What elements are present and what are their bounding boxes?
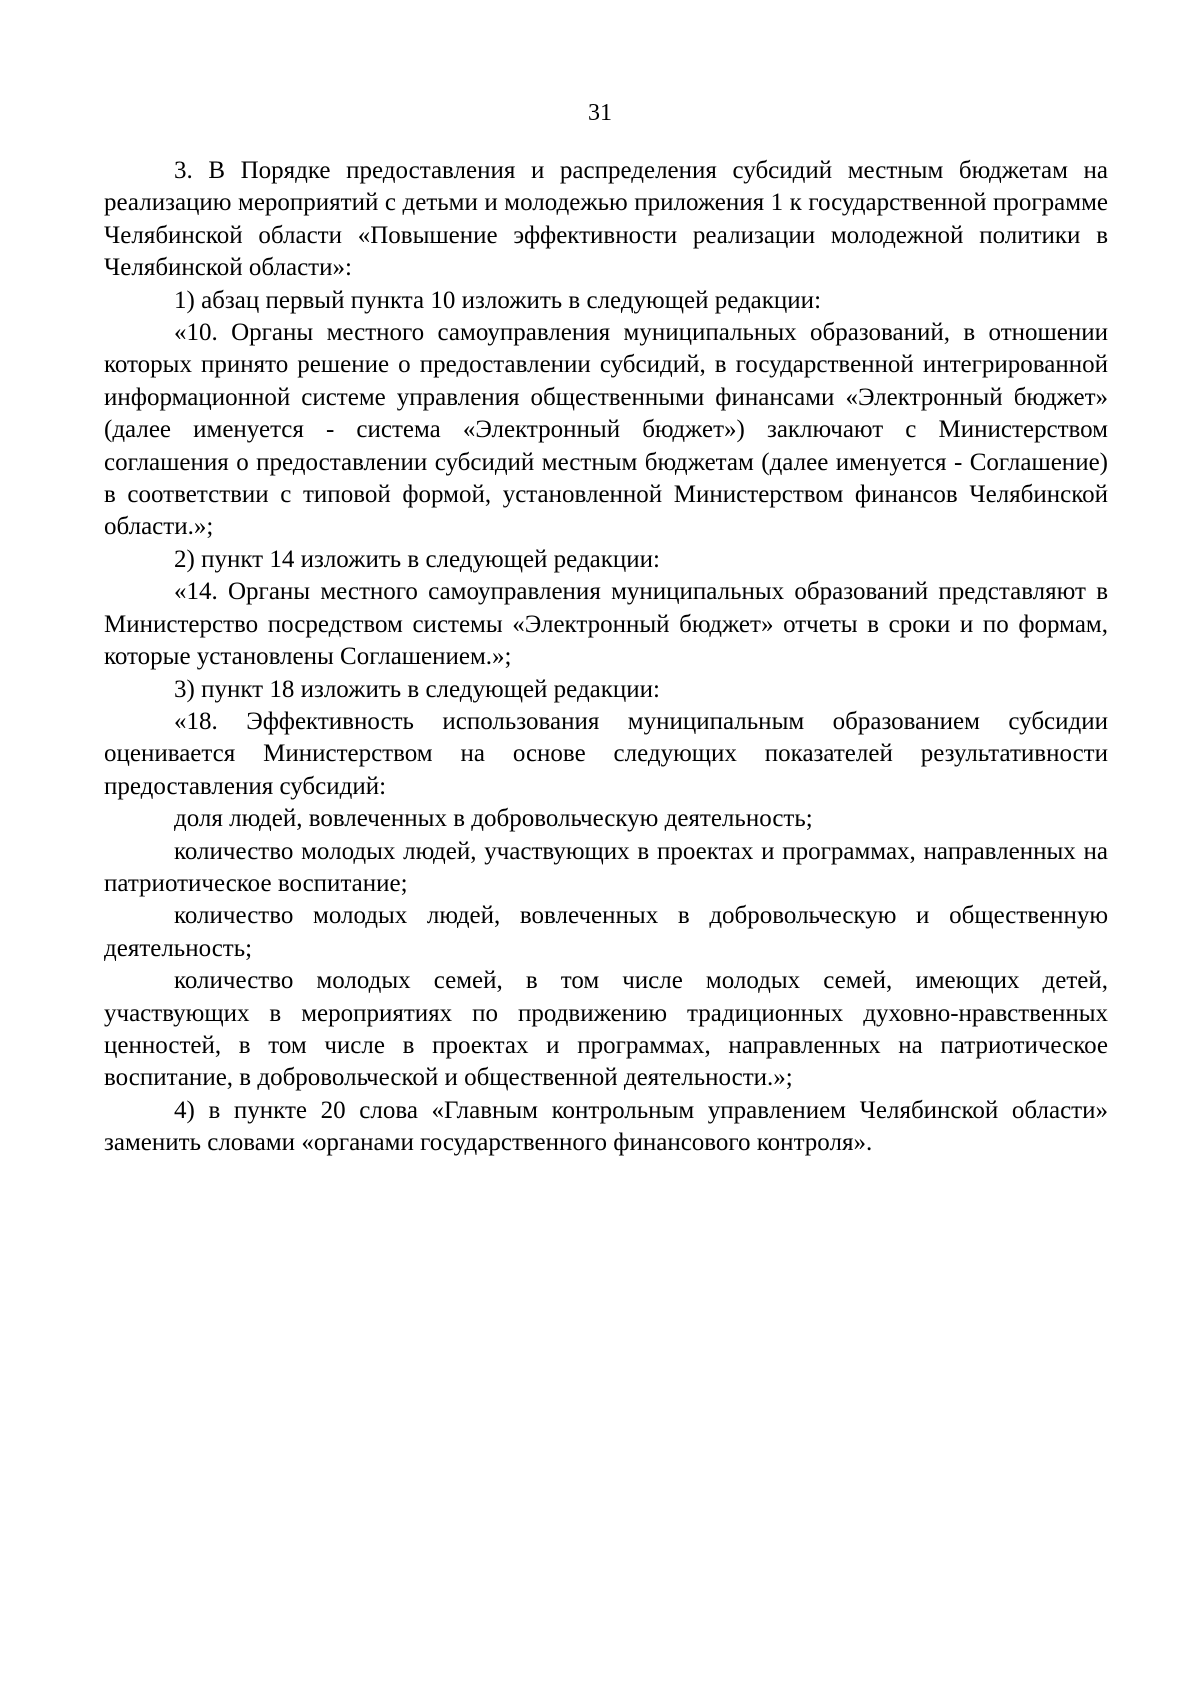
indicator-item: количество молодых семей, в том числе молодых семей, имеющих детей, участвующих в мероприятиях по продвижению традиционных духовно-нравственных ценностей, в том числе в проектах и программах, направленных на патриотическое воспитание, в добровольческой и общественной деятельности.»;: [104, 967, 1108, 1092]
clause-18-text: «18. Эффективность использования муниципальным образованием субсидии оценивается Министерством на основе следующих показателей результативности предоставления субсидий:: [104, 707, 1108, 800]
subparagraph-4: 4) в пункте 20 слова «Главным контрольным управлением Челябинской области» заменить словами «органами государственного финансового контроля».: [104, 1096, 1108, 1157]
indicator-item: количество молодых людей, вовлеченных в добровольческую и общественную деятельность;: [104, 902, 1108, 962]
document-body: [104, 155, 1108, 1160]
indicator-item: количество молодых людей, участвующих в проектах и программах, направленных на патриотическое воспитание;: [104, 837, 1108, 897]
clause-14-text: «14. Органы местного самоуправления муниципальных образований представляют в Министерство посредством системы «Электронный бюджет» отчеты в сроки и по формам, которые установлены Соглашением.»;: [104, 578, 1108, 671]
subparagraph-3: 3) пункт 18 изложить в следующей редакции:: [174, 675, 660, 703]
subparagraph-1: 1) абзац первый пункта 10 изложить в следующей редакции:: [174, 286, 822, 314]
clause-10-text: «10. Органы местного самоуправления муниципальных образований, в отношении которых принято решение о предоставлении субсидий, в государственной интегрированной информационной системе управления общественными финансами «Электронный бюджет» (далее именуется - система «Электронный бюджет») заключают с Министерством соглашения о предоставлении субсидий местным бюджетам (далее именуется - Соглашение) в соответствии с типовой формой, установленной Министерством финансов Челябинской области.»;: [104, 319, 1108, 541]
page-number: 31: [588, 100, 612, 126]
paragraph-item-3: 3. В Порядке предоставления и распределения субсидий местным бюджетам на реализацию мероприятий с детьми и молодежью приложения 1 к государственной программе Челябинской области «Повышение эффективности реализации молодежной политики в Челябинской области»:: [104, 157, 1108, 282]
subparagraph-2: 2) пункт 14 изложить в следующей редакции:: [174, 545, 660, 573]
indicator-item: доля людей, вовлеченных в добровольческую деятельность;: [174, 805, 813, 833]
